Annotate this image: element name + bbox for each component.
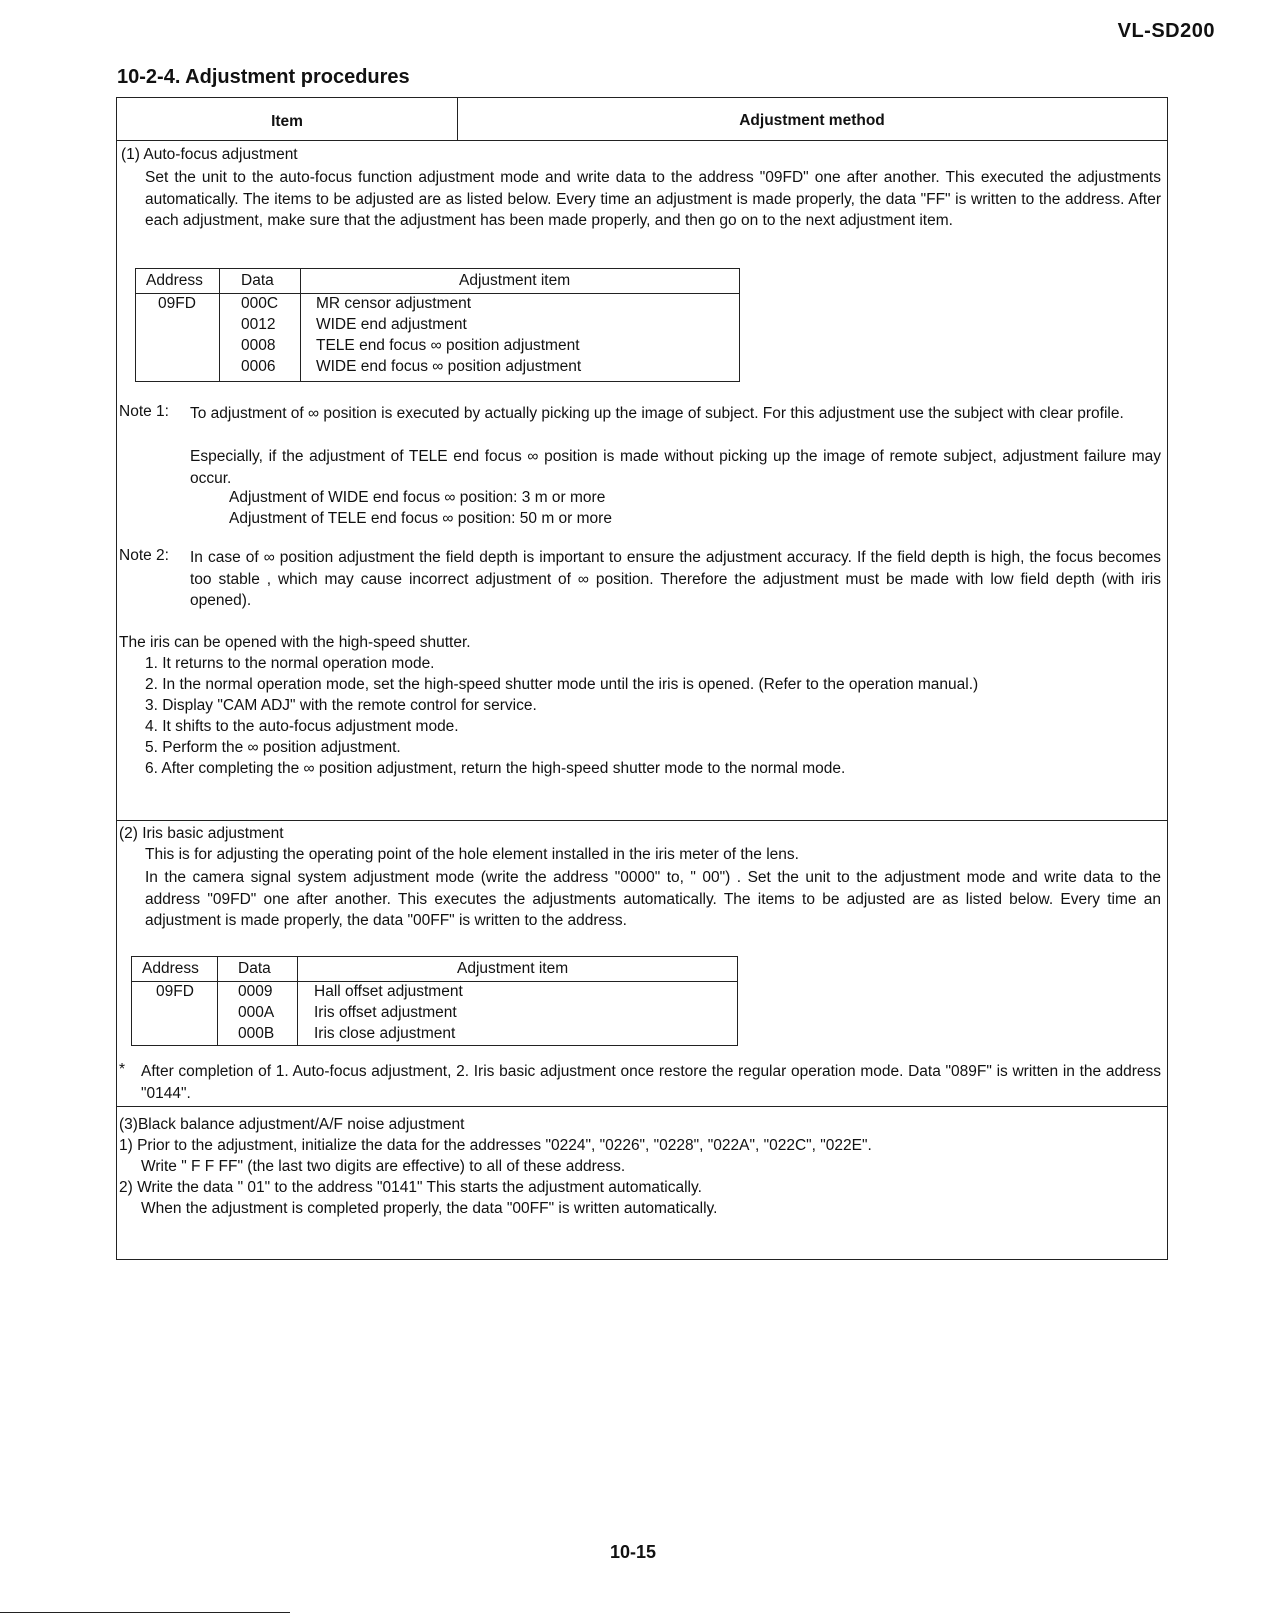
note-label: Note 2: [119, 547, 169, 564]
step-item: 2. In the normal operation mode, set the high-speed shutter mode until the iris is opened. (Refer to the operation manual.) [145, 676, 979, 693]
adjustment-subtable [135, 268, 740, 382]
page-number: 10-15 [610, 1542, 657, 1562]
note-text: In case of ∞ position adjustment the field depth is important to ensure the adjustment accuracy. If the field depth is high, the focus becomes too stable , which may cause incorrect adjustment of ∞ position. Therefore the adjustment must be made with low field depth (with iris opened). [190, 549, 1161, 609]
adjustment-item: Iris close adjustment [314, 1025, 456, 1042]
column-divider [217, 957, 218, 1045]
column-divider [300, 269, 301, 381]
table-header [117, 98, 1167, 141]
section-heading: (3)Black balance adjustment/A/F noise adjustment [119, 1116, 465, 1133]
subtable-header [132, 957, 737, 982]
address-value: 09FD [156, 983, 194, 1000]
note-text: To adjustment of ∞ position is executed by actually picking up the image of subject. For this adjustment use the subject with clear profile. [190, 405, 1124, 422]
model-number: VL-SD200 [1117, 20, 1215, 42]
subtable-header-data: Data [241, 272, 274, 289]
paragraph: When the adjustment is completed properly, the data "00FF" is written automatically. [141, 1200, 718, 1217]
step-item: 5. Perform the ∞ position adjustment. [145, 739, 401, 756]
header-method: Adjustment method [739, 112, 885, 129]
paragraph: After completion of 1. Auto-focus adjustment, 2. Iris basic adjustment once restore the regular operation mode. Data "089F" is written in the address "0144". [141, 1063, 1161, 1102]
paragraph: 1) Prior to the adjustment, initialize the data for the addresses "0224", "0226", "0228", "022A", "022C", "022E". [119, 1137, 872, 1154]
adjustment-subtable [131, 956, 738, 1046]
data-value: 000C [241, 295, 279, 312]
note-text: Especially, if the adjustment of TELE end focus ∞ position is made without picking up the image of remote subject, adjustment failure may occur. [190, 448, 1161, 487]
subtable-header-item: Adjustment item [457, 960, 569, 977]
section-title: 10-2-4. Adjustment procedures [117, 66, 410, 88]
data-value: 0012 [241, 316, 276, 333]
subtable-header-address: Address [146, 272, 203, 289]
section-heading: (2) Iris basic adjustment [119, 825, 284, 842]
section-heading: (1) Auto-focus adjustment [121, 146, 298, 163]
subtable-header [136, 269, 739, 294]
paragraph: This is for adjusting the operating point of the hole element installed in the iris meter of the lens. [145, 846, 799, 863]
subtable-header-data: Data [238, 960, 271, 977]
data-value: 0009 [238, 983, 273, 1000]
adjustment-item: WIDE end adjustment [316, 316, 467, 333]
data-value: 0008 [241, 337, 276, 354]
column-divider [219, 269, 220, 381]
paragraph: In the camera signal system adjustment mode (write the address "0000" to, " 00") . Set the unit to the adjustment mode and write data to the address "09FD" one after another. This executes the adjustments automatically. The items to be adjusted are as listed below. Every time an adjustment is made properly, the data "00FF" is written to the address. [145, 869, 1161, 929]
footer-rule [0, 1612, 290, 1613]
note-text: Adjustment of WIDE end focus ∞ position: 3 m or more [229, 489, 606, 506]
header-item: Item [117, 98, 458, 140]
paragraph: 2) Write the data " 01" to the address "0141" This starts the adjustment automatically. [119, 1179, 702, 1196]
adjustment-item: TELE end focus ∞ position adjustment [316, 337, 580, 354]
step-item: 6. After completing the ∞ position adjustment, return the high-speed shutter mode to the normal mode. [145, 760, 846, 777]
step-item: 4. It shifts to the auto-focus adjustment mode. [145, 718, 459, 735]
adjustment-item: MR censor adjustment [316, 295, 472, 312]
section-black-balance [117, 1106, 1167, 1258]
paragraph: Set the unit to the auto-focus function adjustment mode and write data to the address "09FD" one after another. This executed the adjustments automatically. The items to be adjusted are as listed below. Every time an adjustment is made properly, the data "FF" is written to the address. After each adjustment, make sure that the adjustment has been made properly, and then go on to the next adjustment item. [145, 169, 1161, 229]
section-iris [117, 820, 1167, 1107]
procedure-table [116, 97, 1168, 1260]
step-item: 3. Display "CAM ADJ" with the remote control for service. [145, 697, 537, 714]
adjustment-item: Hall offset adjustment [314, 983, 463, 1000]
iris-intro: The iris can be opened with the high-speed shutter. [119, 634, 471, 651]
data-value: 000B [238, 1025, 275, 1042]
adjustment-item: WIDE end focus ∞ position adjustment [316, 358, 582, 375]
bullet-marker: * [119, 1061, 126, 1078]
subtable-header-address: Address [142, 960, 199, 977]
adjustment-item: Iris offset adjustment [314, 1004, 457, 1021]
note-label: Note 1: [119, 403, 169, 420]
data-value: 000A [238, 1004, 275, 1021]
address-value: 09FD [158, 295, 196, 312]
step-item: 1. It returns to the normal operation mode. [145, 655, 435, 672]
section-autofocus [117, 140, 1167, 821]
subtable-header-item: Adjustment item [459, 272, 571, 289]
paragraph: Write " F F FF" (the last two digits are effective) to all of these address. [141, 1158, 626, 1175]
data-value: 0006 [241, 358, 276, 375]
note-text: Adjustment of TELE end focus ∞ position: 50 m or more [229, 510, 612, 527]
column-divider [297, 957, 298, 1045]
